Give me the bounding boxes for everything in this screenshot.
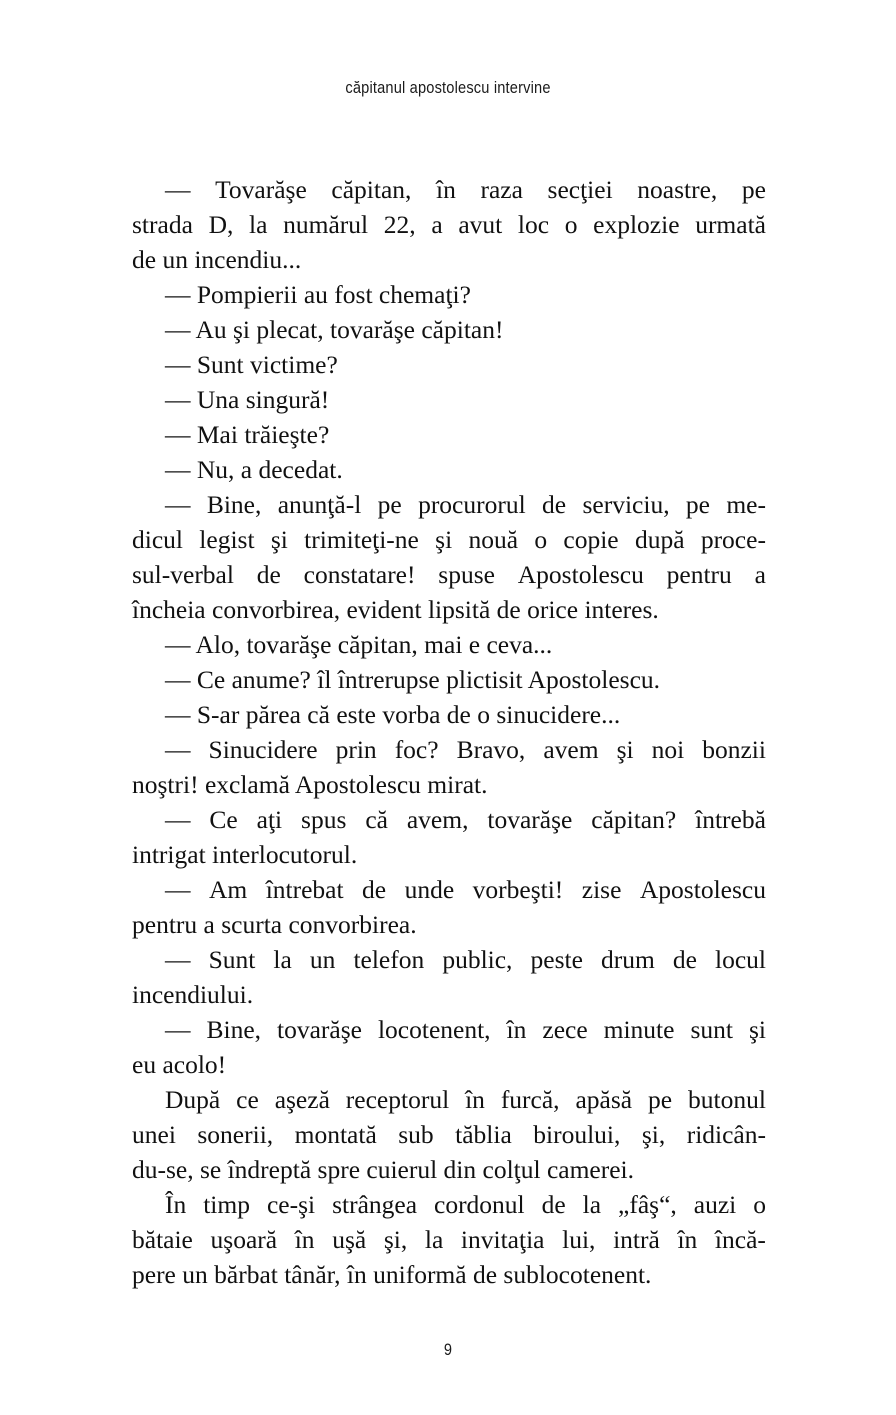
text-line: — Una singură! (165, 385, 330, 414)
word: minute (603, 1015, 675, 1044)
word: noi (651, 735, 685, 764)
word: cordonul (434, 1190, 525, 1219)
word: D, (208, 210, 234, 239)
word: — (165, 735, 191, 764)
text-line (132, 172, 766, 207)
word: foc? (394, 735, 439, 764)
word: nouă (468, 525, 519, 554)
word: zece (542, 1015, 588, 1044)
word: bătaie (132, 1225, 193, 1254)
word: anunţă-l (277, 490, 362, 519)
word: Bine, (206, 1015, 262, 1044)
word: urmată (695, 210, 766, 239)
word: Sinucidere (208, 735, 318, 764)
word: raza (480, 175, 523, 204)
word: auzi (693, 1190, 737, 1219)
word: sub (398, 1120, 434, 1149)
text-line (132, 732, 766, 767)
text-line: incendiului. (132, 980, 254, 1009)
word: prin (335, 735, 377, 764)
text-line (132, 1117, 766, 1152)
word: pe (648, 1085, 673, 1114)
dialogue-paragraph (132, 697, 766, 732)
word: avem (543, 735, 599, 764)
text-line: — Nu, a decedat. (165, 455, 343, 484)
word: căpitan, (331, 175, 412, 204)
word: tăblia (455, 1120, 512, 1149)
word: pentru (666, 560, 732, 589)
word: în (465, 1085, 485, 1114)
text-line: încheia convorbirea, evident lipsită de orice interes. (132, 595, 659, 624)
text-line (132, 487, 766, 522)
text-line: — S-ar părea că este vorba de o sinucidere... (165, 700, 621, 729)
word: la (273, 945, 292, 974)
word: Bravo, (456, 735, 526, 764)
word: locul (715, 945, 766, 974)
word: — (165, 875, 191, 904)
word: la (424, 1225, 444, 1254)
word: spus (301, 805, 347, 834)
word: În (165, 1190, 187, 1219)
word: şi, (641, 1120, 666, 1149)
narrative-paragraph (132, 1082, 766, 1187)
word: procurorul (418, 490, 526, 519)
word: că (365, 805, 388, 834)
word: tovarăşe (487, 805, 573, 834)
word: şi, (383, 1225, 408, 1254)
word: 22, (383, 210, 416, 239)
text-line (132, 207, 766, 242)
text-line: de un incendiu... (132, 245, 302, 274)
word: în (677, 1225, 698, 1254)
word: uşă (332, 1225, 367, 1254)
word: de (256, 560, 281, 589)
word: la (249, 210, 268, 239)
word: Bine, (206, 490, 262, 519)
word: un (309, 945, 336, 974)
word: pe (685, 490, 710, 519)
word: ce (236, 1085, 259, 1114)
word: uşoară (210, 1225, 278, 1254)
dialogue-paragraph (132, 347, 766, 382)
word: Tovarăşe (215, 175, 307, 204)
word: o (564, 210, 578, 239)
text-line: — Sunt victime? (165, 350, 338, 379)
word: aşeză (274, 1085, 330, 1114)
word: avem, (406, 805, 469, 834)
word: căpitan? (591, 805, 677, 834)
dialogue-paragraph (132, 662, 766, 697)
running-header: căpitanul apostolescu intervine (345, 78, 551, 97)
word: de (541, 1190, 566, 1219)
word: — (165, 1015, 191, 1044)
word: Ce (209, 805, 238, 834)
word: biroului, (533, 1120, 621, 1149)
word: peste (530, 945, 583, 974)
dialogue-paragraph (132, 382, 766, 417)
text-line: — Alo, tovarăşe căpitan, mai e ceva... (165, 630, 553, 659)
word: Sunt (208, 945, 256, 974)
word: apăsă (575, 1085, 633, 1114)
text-line: eu acolo! (132, 1050, 227, 1079)
text-line: noştri! exclamă Apostolescu mirat. (132, 770, 488, 799)
word: receptorul (345, 1085, 450, 1114)
word: explozie (593, 210, 680, 239)
word: ridicân- (686, 1120, 766, 1149)
word: o (534, 525, 548, 554)
word: serviciu, (582, 490, 670, 519)
word: o (753, 1190, 766, 1219)
word: a (431, 210, 443, 239)
word: telefon (353, 945, 425, 974)
word: în (294, 1225, 315, 1254)
word: pe (377, 490, 402, 519)
text-line: pentru a scurta convorbirea. (132, 910, 417, 939)
dialogue-paragraph (132, 872, 766, 942)
text-line (132, 1187, 766, 1222)
text-line (132, 1012, 766, 1047)
text-line (132, 802, 766, 837)
word: unei (132, 1120, 176, 1149)
text-line (132, 1082, 766, 1117)
word: me- (726, 490, 766, 519)
dialogue-paragraph (132, 627, 766, 662)
word: — (165, 175, 191, 204)
text-line: — Ce anume? îl întrerupse plictisit Apostolescu. (165, 665, 661, 694)
word: trimiteţi-ne (304, 525, 419, 554)
word: — (165, 945, 191, 974)
word: de (672, 945, 697, 974)
word: ce-şi (266, 1190, 316, 1219)
word: întrebă (695, 805, 766, 834)
word: locotenent, (377, 1015, 491, 1044)
word: legist (199, 525, 255, 554)
text-line (132, 872, 766, 907)
word: unde (404, 875, 455, 904)
dialogue-paragraph (132, 452, 766, 487)
word: lui, (562, 1225, 596, 1254)
page-number: 9 (443, 1340, 453, 1359)
word: Apostolescu (517, 560, 644, 589)
word: zise (581, 875, 622, 904)
word: sonerii, (197, 1120, 274, 1149)
dialogue-paragraph (132, 172, 766, 277)
word: proce- (700, 525, 766, 554)
word: Apostolescu (639, 875, 766, 904)
word: avut (458, 210, 503, 239)
dialogue-paragraph (132, 732, 766, 802)
dialogue-paragraph (132, 1012, 766, 1082)
text-line: du-se, se îndreptă spre cuierul din colţul camerei. (132, 1155, 635, 1184)
word: invitaţia (460, 1225, 545, 1254)
word: constatare! (303, 560, 416, 589)
word: butonul (688, 1085, 766, 1114)
word: strângea (332, 1190, 418, 1219)
dialogue-paragraph (132, 487, 766, 627)
word: şi (616, 735, 634, 764)
text-line: — Pompierii au fost chemaţi? (165, 280, 471, 309)
word: intră (613, 1225, 660, 1254)
dialogue-paragraph (132, 802, 766, 872)
dialogue-paragraph (132, 277, 766, 312)
word: montată (294, 1120, 377, 1149)
dialogue-paragraph (132, 417, 766, 452)
word: — (165, 490, 191, 519)
word: aţi (256, 805, 283, 834)
word: încă- (714, 1225, 766, 1254)
word: bonzii (702, 735, 766, 764)
text-line (132, 557, 766, 592)
word: de (542, 490, 567, 519)
text-line: pere un bărbat tânăr, în uniformă de sublocotenent. (132, 1260, 652, 1289)
word: „fâş“, (618, 1190, 677, 1219)
word: în (436, 175, 456, 204)
word: după (634, 525, 685, 554)
word: şi (748, 1015, 766, 1044)
word: — (165, 805, 191, 834)
word: dicul (132, 525, 183, 554)
word: După (165, 1085, 221, 1114)
word: spuse (438, 560, 495, 589)
text-line (132, 522, 766, 557)
word: întrebat (265, 875, 344, 904)
word: a (754, 560, 766, 589)
word: loc (517, 210, 550, 239)
body-text-column (132, 172, 766, 1292)
text-line (132, 1222, 766, 1257)
word: Am (208, 875, 248, 904)
text-line: intrigat interlocutorul. (132, 840, 358, 869)
word: şi (435, 525, 453, 554)
word: numărul (283, 210, 369, 239)
word: secţiei (547, 175, 613, 204)
word: de (362, 875, 387, 904)
text-line: — Mai trăieşte? (165, 420, 330, 449)
word: sunt (690, 1015, 733, 1044)
text-line (132, 942, 766, 977)
word: strada (132, 210, 193, 239)
dialogue-paragraph (132, 942, 766, 1012)
word: noastre, (637, 175, 718, 204)
dialogue-paragraph (132, 312, 766, 347)
word: copie (563, 525, 619, 554)
word: pe (741, 175, 766, 204)
word: în (506, 1015, 527, 1044)
word: şi (270, 525, 288, 554)
word: furcă, (500, 1085, 560, 1114)
word: public, (442, 945, 513, 974)
word: sul-verbal (132, 560, 234, 589)
word: drum (600, 945, 655, 974)
word: timp (203, 1190, 250, 1219)
word: vorbeşti! (472, 875, 564, 904)
word: tovarăşe (277, 1015, 362, 1044)
word: la (582, 1190, 602, 1219)
text-line: — Au şi plecat, tovarăşe căpitan! (165, 315, 504, 344)
narrative-paragraph (132, 1187, 766, 1292)
